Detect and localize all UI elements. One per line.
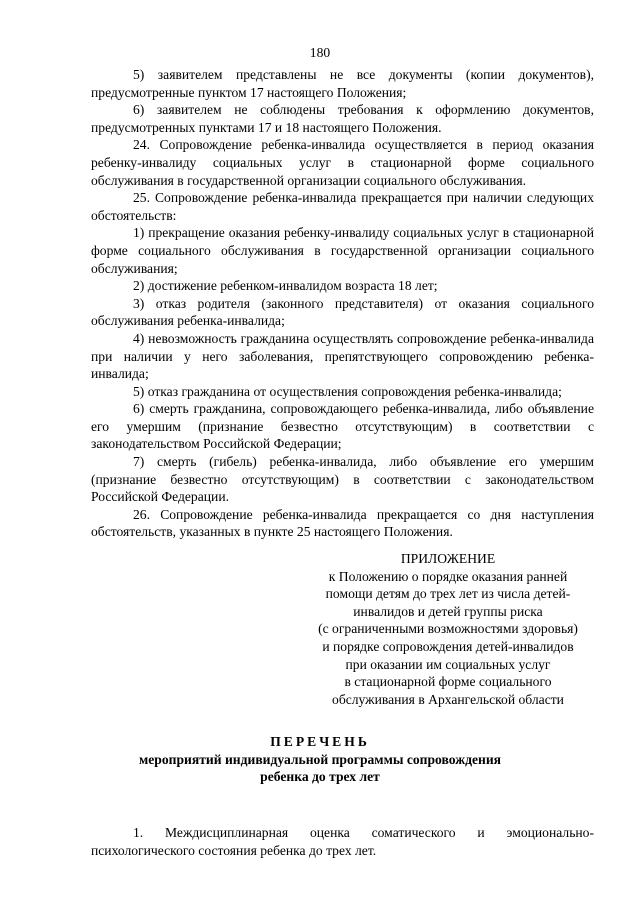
list-subtitle: мероприятий индивидуальной программы сопровождения xyxy=(138,751,502,767)
paragraph: 24. Сопровождение ребенка-инвалида осуществляется в период оказания ребенку-инвалиду социальных услуг в стационарной форме социального обслуживания в государственной организации социального обслуживания. xyxy=(91,137,594,188)
paragraph: 4) невозможность гражданина осуществлять сопровождение ребенка-инвалида при наличии у него заболевания, препятствующего сопровождению ребенка-инвалида; xyxy=(91,330,594,382)
appendix-line: к Положению о порядке оказания ранней xyxy=(328,568,568,584)
paragraph: 5) отказ гражданина от осуществления сопровождения ребенка-инвалида; xyxy=(133,383,562,399)
paragraph: 6) заявителем не соблюдены требования к оформлению документов, предусмотренных пунктами 17 и 18 настоящего Положения. xyxy=(91,102,594,135)
appendix-line: обслуживания в Архангельской области xyxy=(332,691,564,707)
list-title-block xyxy=(0,733,640,786)
list-heading: ПЕРЕЧЕНЬ xyxy=(270,734,370,749)
paragraph: 3) отказ родителя (законного представителя) от оказания социального обслуживания ребенка-инвалида; xyxy=(91,295,594,329)
paragraph: 2) достижение ребенком-инвалидом возраста 18 лет; xyxy=(133,278,438,294)
list-items xyxy=(91,824,594,859)
appendix-block xyxy=(302,550,594,708)
appendix-line: и порядке сопровождения детей-инвалидов xyxy=(322,638,574,654)
list-subtitle: ребенка до трех лет xyxy=(260,769,380,785)
appendix-line: инвалидов и детей группы риска xyxy=(353,603,543,619)
appendix-line: помощи детям до трех лет из числа детей- xyxy=(325,586,571,602)
paragraph: 5) заявителем представлены не все документы (копии документов), предусмотренные пунктом 17 настоящего Положения; xyxy=(91,67,594,100)
paragraph: 26. Сопровождение ребенка-инвалида прекращается со дня наступления обстоятельств, указанных в пункте 25 настоящего Положения. xyxy=(91,506,594,540)
paragraph: 1) прекращение оказания ребенку-инвалиду социальных услуг в стационарной форме социального обслуживания в государственной организации социального обслуживания; xyxy=(91,225,594,276)
page-number: 180 xyxy=(309,45,331,60)
paragraph: 7) смерть (гибель) ребенка-инвалида, либо объявление его умершим (признание безвестно отсутствующим) в соответствии с законодательством Российской Федерации. xyxy=(91,454,594,505)
paragraph: 25. Сопровождение ребенка-инвалида прекращается при наличии следующих обстоятельств: xyxy=(91,190,594,223)
appendix-title: ПРИЛОЖЕНИЕ xyxy=(400,551,496,566)
appendix-line: (с ограниченными возможностями здоровья) xyxy=(318,621,578,637)
appendix-line: в стационарной форме социального xyxy=(344,674,552,690)
list-item: 1. Междисциплинарная оценка соматического и эмоционально-психологического состояния ребенка до трех лет. xyxy=(91,825,594,858)
paragraph: 6) смерть гражданина, сопровождающего ребенка-инвалида, либо объявление его умершим (признание безвестно отсутствующим) в соответствии с законодательством Российской Федерации; xyxy=(91,401,594,452)
appendix-line: при оказании им социальных услуг xyxy=(345,656,551,672)
body-text xyxy=(91,66,594,541)
